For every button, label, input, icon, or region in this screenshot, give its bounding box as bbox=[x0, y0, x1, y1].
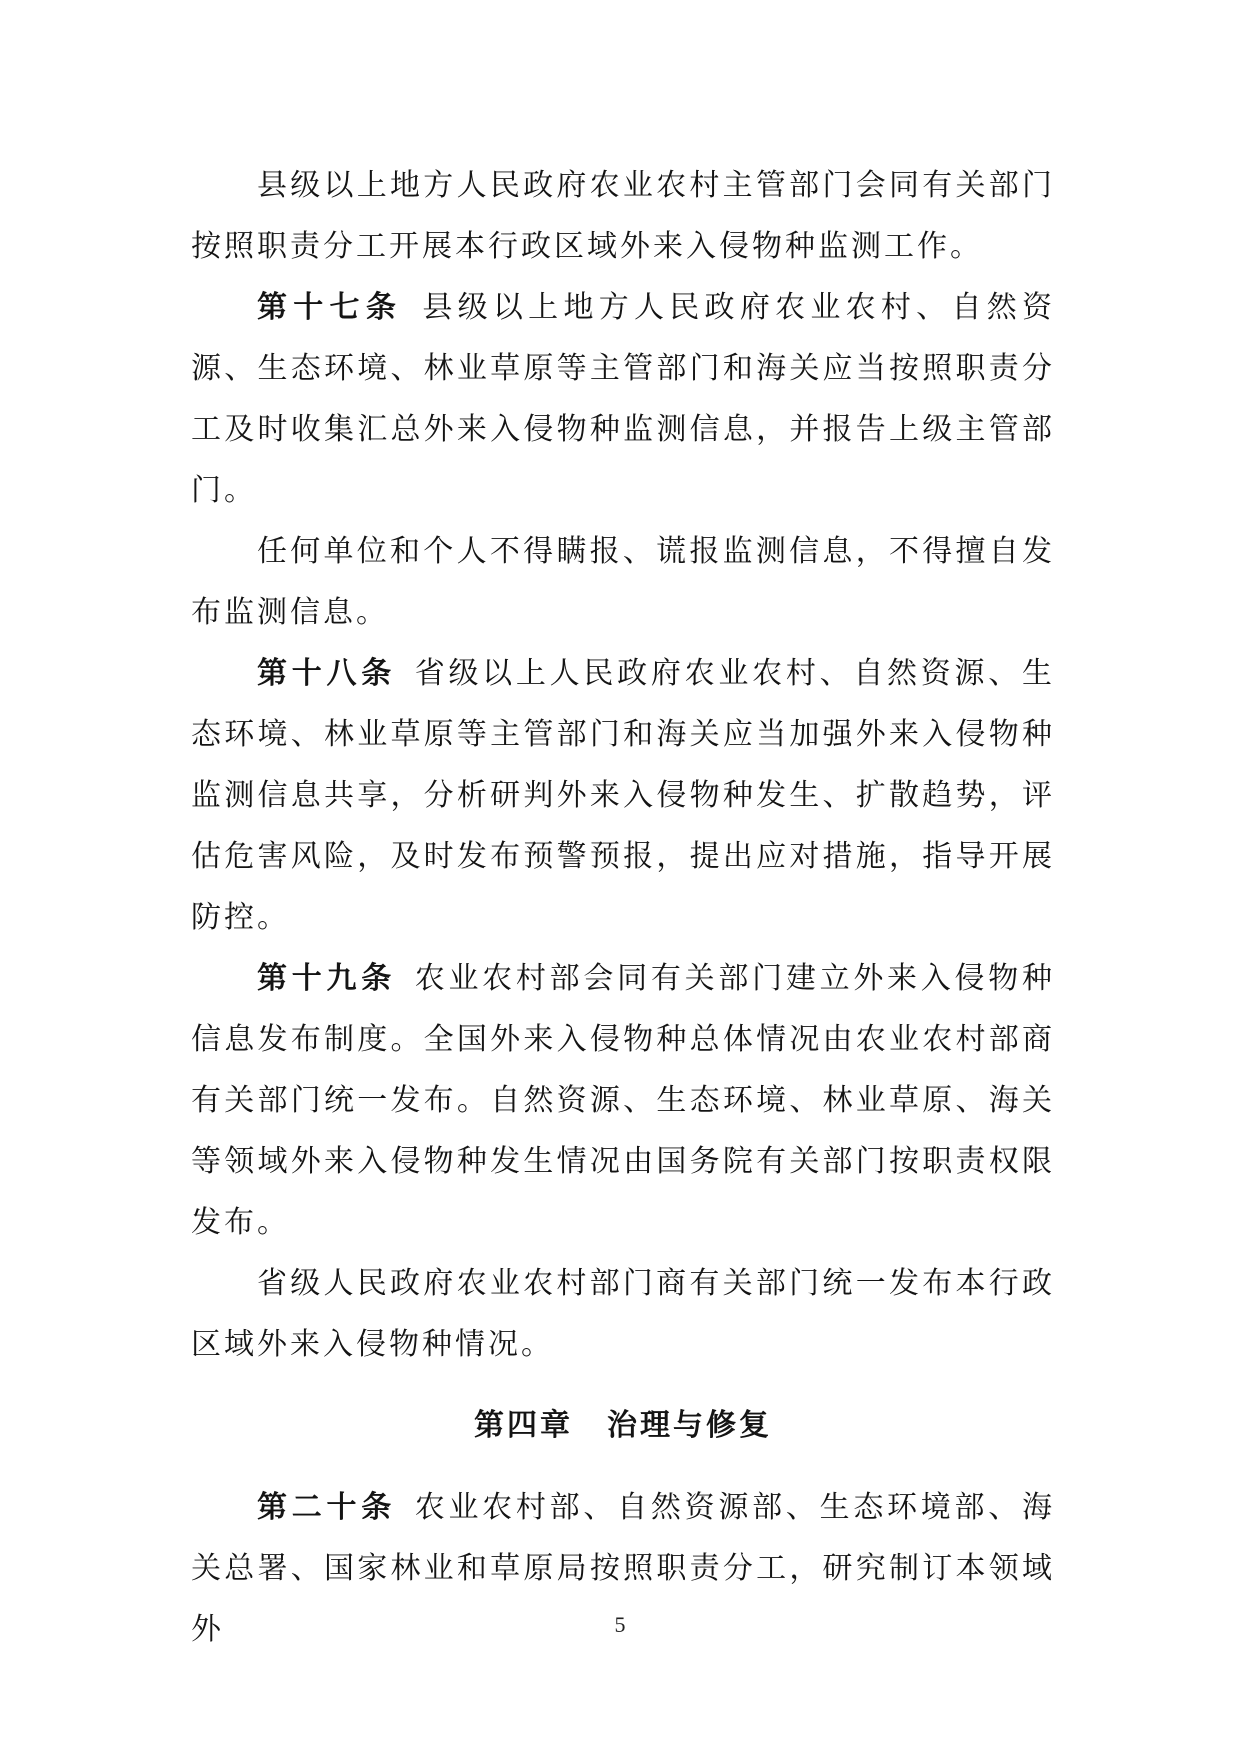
article-20-text: 农业农村部、自然资源部、生态环境部、海关总署、国家林业和草原局按照职责分工，研究制订本领域外 bbox=[191, 1490, 1056, 1647]
paragraph-1-text: 县级以上地方人民政府农业农村主管部门会同有关部门按照职责分工开展本行政区域外来入侵物种监测工作。 bbox=[191, 168, 1055, 264]
chapter-heading bbox=[191, 1395, 1055, 1456]
chapter-title: 治理与修复 bbox=[607, 1408, 772, 1443]
article-17-text: 县级以上地方人民政府农业农村、自然资源、生态环境、林业草原等主管部门和海关应当按照职责分工及时收集汇总外来入侵物种监测信息，并报告上级主管部门。 bbox=[191, 290, 1056, 508]
paragraph-6 bbox=[191, 1253, 1055, 1375]
article-18-text: 省级以上人民政府农业农村、自然资源、生态环境、林业草原等主管部门和海关应当加强外来入侵物种监测信息共享，分析研判外来入侵物种发生、扩散趋势，评估危害风险，及时发布预警预报，提出应对措施，指导开展防控。 bbox=[191, 656, 1056, 935]
article-19-heading: 第十九条 bbox=[257, 961, 396, 996]
article-17 bbox=[191, 277, 1055, 521]
paragraph-1 bbox=[191, 155, 1055, 277]
paragraph-6-text: 省级人民政府农业农村部门商有关部门统一发布本行政区域外来入侵物种情况。 bbox=[191, 1266, 1055, 1362]
article-19-text: 农业农村部会同有关部门建立外来入侵物种信息发布制度。全国外来入侵物种总体情况由农业农村部商有关部门统一发布。自然资源、生态环境、林业草原、海关等领域外来入侵物种发生情况由国务院有关部门按职责权限发布。 bbox=[191, 961, 1056, 1240]
article-17-heading: 第十七条 bbox=[257, 290, 403, 325]
paragraph-3-text: 任何单位和个人不得瞒报、谎报监测信息，不得擅自发布监测信息。 bbox=[191, 534, 1055, 630]
chapter-number: 第四章 bbox=[474, 1408, 573, 1443]
page-number: 5 bbox=[614, 1612, 626, 1637]
article-18 bbox=[191, 643, 1055, 948]
article-19 bbox=[191, 948, 1055, 1253]
article-20-heading: 第二十条 bbox=[257, 1490, 396, 1525]
article-18-heading: 第十八条 bbox=[257, 656, 396, 691]
paragraph-3 bbox=[191, 521, 1055, 643]
document-body bbox=[191, 155, 1055, 1660]
